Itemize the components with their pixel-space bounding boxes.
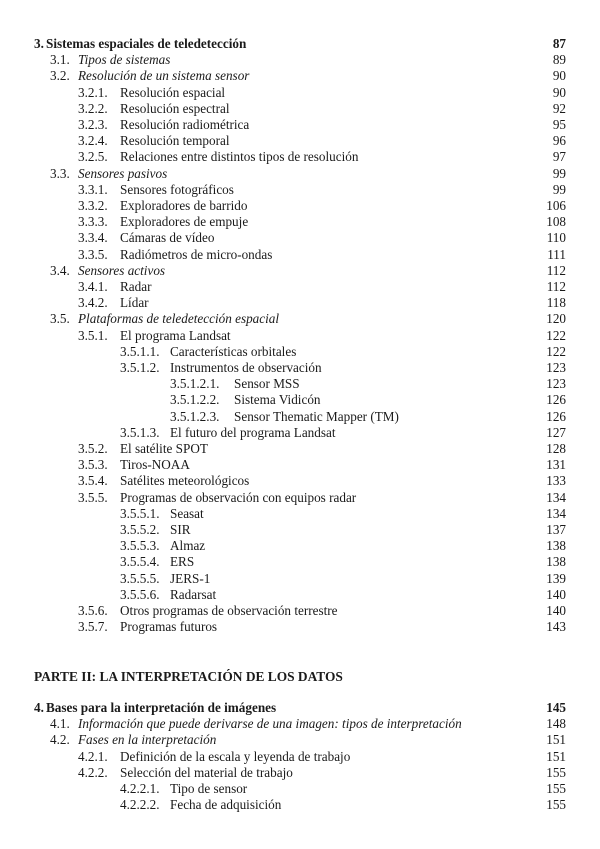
toc-entry-number: 3.4.2.	[78, 295, 108, 311]
toc-entry-number: 4.	[34, 700, 44, 715]
toc-entry-page: 143	[546, 619, 566, 635]
toc-entry-title: Resolución radiométrica	[120, 117, 250, 132]
toc-entry	[0, 376, 600, 392]
toc-entry-number: 3.4.1.	[78, 279, 108, 294]
toc-entry-page: 138	[546, 554, 566, 570]
toc-entry	[0, 263, 600, 279]
toc-entry-page: 155	[546, 781, 566, 796]
toc-entry-number: 4.1.	[50, 716, 70, 732]
toc-entry-number: 3.5.5.1.	[120, 505, 160, 521]
toc-entry	[0, 716, 600, 732]
toc-entry	[0, 52, 600, 68]
toc-entry-title: Sensor MSS	[234, 376, 300, 392]
toc-entry	[0, 101, 600, 117]
toc-entry	[0, 409, 600, 425]
toc-entry-page: 126	[546, 408, 566, 424]
toc-entry-title: El futuro del programa Landsat	[170, 424, 336, 440]
toc-entry-title: Tipo de sensor	[170, 781, 248, 796]
toc-entry-number: 3.2.	[50, 68, 70, 84]
toc-entry-page: 108	[546, 214, 566, 230]
toc-entry-page: 128	[546, 441, 566, 456]
toc-entry-number: 3.5.1.1.	[120, 343, 160, 359]
toc-entry	[0, 295, 600, 311]
toc-entry	[0, 749, 600, 765]
toc-entry	[0, 473, 600, 489]
toc-entry-title: Programas futuros	[120, 619, 218, 635]
toc-entry-page: 139	[546, 570, 566, 586]
toc-entry-title: Sistema Vidicón	[234, 392, 321, 408]
toc-entry-number: 4.2.1.	[78, 748, 108, 764]
toc-entry	[0, 344, 600, 360]
toc-entry-number: 4.2.2.	[78, 764, 108, 780]
toc-entry-title: Tiros-NOAA	[120, 457, 190, 473]
toc-entry-title: Bases para la interpretación de imágenes	[46, 700, 277, 715]
toc-entry-page: 95	[552, 117, 566, 132]
toc-entry-page: 122	[546, 327, 566, 343]
toc-entry-title: Satélites meteorológicos	[120, 473, 250, 489]
toc-entry-page: 87	[552, 36, 566, 51]
toc-entry-title: Sensores fotográficos	[120, 181, 234, 197]
toc-entry-page: 138	[546, 538, 566, 554]
toc-entry-title: JERS-1	[170, 570, 211, 586]
toc-entry-title: Radar	[120, 279, 152, 294]
toc-entry-title: Sensores activos	[78, 262, 166, 278]
toc-entry-page: 134	[546, 505, 566, 521]
toc-entry	[0, 603, 600, 619]
toc-entry-number: 4.2.2.1.	[120, 781, 160, 796]
toc-entry-page: 111	[547, 246, 566, 262]
toc-entry-page: 112	[546, 262, 566, 278]
toc-entry-title: Cámaras de vídeo	[120, 230, 215, 246]
toc-entry-title: ERS	[170, 554, 195, 570]
toc-entry-title: El programa Landsat	[120, 327, 231, 343]
toc-entry-number: 3.5.1.2.	[120, 360, 160, 375]
toc-entry	[0, 133, 600, 149]
toc-entry-title: Sensores pasivos	[78, 165, 168, 181]
toc-entry-page: 155	[546, 797, 566, 813]
toc-entry	[0, 214, 600, 230]
toc-entry-page: 133	[546, 473, 566, 489]
toc-entry-page: 90	[552, 68, 566, 84]
toc-entry-title: Selección del material de trabajo	[120, 764, 293, 780]
toc-entry-number: 4.2.	[50, 732, 70, 748]
toc-entry-number: 3.5.2.	[78, 441, 108, 456]
toc-entry-page: 140	[546, 586, 566, 602]
toc-entry	[0, 732, 600, 748]
toc-entry-number: 3.5.6.	[78, 603, 108, 618]
toc-entry	[0, 85, 600, 101]
toc-entry-number: 3.3.3.	[78, 214, 108, 230]
toc-entry-title: Definición de la escala y leyenda de trabajo	[120, 748, 351, 764]
toc-entry-page: 123	[546, 376, 566, 392]
toc-entry-page: 126	[546, 392, 566, 408]
toc-entry	[0, 490, 600, 506]
toc-entry-title: Sistemas espaciales de teledetección	[46, 36, 247, 51]
toc-entry-number: 3.5.1.2.3.	[170, 408, 220, 424]
toc-entry-number: 3.3.2.	[78, 198, 108, 213]
toc-entry	[0, 587, 600, 603]
toc-entry-page: 148	[546, 716, 566, 732]
toc-entry-page: 145	[546, 700, 566, 715]
toc-entry-title: Radarsat	[170, 586, 217, 602]
toc-entry-title: Lídar	[120, 295, 149, 311]
toc-entry	[0, 425, 600, 441]
toc-entry	[0, 68, 600, 84]
toc-entry-page: 127	[546, 424, 566, 440]
toc-entry-page: 99	[552, 165, 566, 181]
toc-entry	[0, 166, 600, 182]
toc-entry-number: 3.5.7.	[78, 619, 108, 635]
toc-entry-number: 3.3.4.	[78, 230, 108, 246]
toc-entry-title: Exploradores de empuje	[120, 214, 249, 230]
toc-entry	[0, 554, 600, 570]
toc-entry-number: 3.3.5.	[78, 246, 108, 262]
toc-entry-title: Fases en la interpretación	[78, 732, 217, 748]
toc-entry-title: SIR	[170, 522, 191, 537]
toc-entry	[0, 538, 600, 554]
toc-entry-number: 3.5.5.3.	[120, 538, 160, 554]
toc-entry-title: Plataformas de teledetección espacial	[78, 311, 280, 327]
toc-entry	[0, 198, 600, 214]
toc-entry-page: 120	[546, 311, 566, 327]
toc-entry-page: 106	[546, 198, 566, 213]
toc-entry-page: 137	[546, 522, 566, 537]
toc-entry	[0, 522, 600, 538]
toc-entry-title: Instrumentos de observación	[170, 360, 322, 375]
toc-entry-page: 151	[546, 748, 566, 764]
toc-entry-title: Sensor Thematic Mapper (TM)	[234, 408, 399, 424]
toc-entry-number: 3.5.5.	[78, 489, 108, 505]
toc-entry-page: 97	[552, 149, 566, 165]
toc-entry-title: Exploradores de barrido	[120, 198, 248, 213]
toc-entry-page: 131	[546, 457, 566, 473]
toc-entry-page: 123	[546, 360, 566, 375]
toc-entry-number: 3.5.	[50, 311, 70, 327]
toc-entry-title: El satélite SPOT	[120, 441, 208, 456]
toc-entry	[0, 328, 600, 344]
toc-entry	[0, 117, 600, 133]
toc-entry-number: 4.2.2.2.	[120, 797, 160, 813]
toc-entry	[0, 441, 600, 457]
toc-entry-page: 92	[552, 100, 566, 116]
toc-entry-page: 89	[552, 52, 566, 68]
toc-entry	[0, 797, 600, 813]
toc-entry-page: 96	[552, 133, 566, 149]
toc-entry-title: Resolución espectral	[120, 100, 230, 116]
toc-entry	[0, 311, 600, 327]
toc-entry-title: Resolución temporal	[120, 133, 230, 149]
toc-entry-title: Almaz	[170, 538, 206, 554]
toc-entry-page: 151	[546, 732, 566, 748]
toc-entry-number: 3.5.4.	[78, 473, 108, 489]
toc-entry-number: 3.2.2.	[78, 100, 108, 116]
toc-entry	[0, 36, 600, 52]
toc-entry-number: 3.3.1.	[78, 181, 108, 197]
toc-entry	[0, 182, 600, 198]
toc-entry-page: 99	[552, 181, 566, 197]
toc-entry-page: 134	[546, 489, 566, 505]
toc-entry-title: Radiómetros de micro-ondas	[120, 246, 273, 262]
part-heading: PARTE II: LA INTERPRETACIÓN DE LOS DATOS	[34, 669, 343, 684]
toc-entry-page: 110	[546, 230, 566, 246]
toc-entry-number: 3.2.5.	[78, 149, 108, 165]
toc-entry-page: 112	[546, 279, 566, 294]
toc-entry-number: 3.5.3.	[78, 457, 108, 473]
toc-entry-number: 3.4.	[50, 262, 70, 278]
toc-entry-number: 3.2.3.	[78, 117, 108, 132]
toc-entry-number: 3.2.1.	[78, 84, 108, 100]
toc-entry-title: Otros programas de observación terrestre	[120, 603, 338, 618]
toc-entry	[0, 149, 600, 165]
toc-entry-title: Información que puede derivarse de una imagen: tipos de interpretación	[78, 716, 462, 732]
toc-entry	[0, 571, 600, 587]
toc-entry-number: 3.5.5.6.	[120, 586, 160, 602]
toc-entry	[0, 279, 600, 295]
toc-entry-page: 155	[546, 764, 566, 780]
toc-entry-number: 3.2.4.	[78, 133, 108, 149]
toc-entry-title: Resolución de un sistema sensor	[78, 68, 250, 84]
toc-entry-title: Resolución espacial	[120, 84, 226, 100]
toc-entry	[0, 360, 600, 376]
toc-entry-number: 3.5.1.2.1.	[170, 376, 220, 392]
toc-entry-number: 3.5.1.3.	[120, 424, 160, 440]
toc-entry-number: 3.1.	[50, 52, 70, 68]
toc-entry	[0, 700, 600, 716]
toc-entry	[0, 765, 600, 781]
toc-entry-title: Características orbitales	[170, 343, 297, 359]
toc-entry-number: 3.3.	[50, 165, 70, 181]
toc-entry-title: Fecha de adquisición	[170, 797, 282, 813]
toc-entry	[0, 619, 600, 635]
toc-entry-title: Tipos de sistemas	[78, 52, 171, 68]
toc-entry	[0, 230, 600, 246]
toc-entry	[0, 506, 600, 522]
toc-entry-title: Seasat	[170, 505, 204, 521]
toc-entry-number: 3.5.1.2.2.	[170, 392, 220, 408]
toc-entry-page: 90	[552, 84, 566, 100]
toc-entry	[0, 457, 600, 473]
toc-entry-number: 3.	[34, 36, 44, 51]
toc-entry-page: 122	[546, 343, 566, 359]
toc-entry-page: 118	[546, 295, 566, 311]
toc-entry-number: 3.5.5.2.	[120, 522, 160, 537]
toc-entry-number: 3.5.1.	[78, 327, 108, 343]
toc-entry-number: 3.5.5.4.	[120, 554, 160, 570]
toc-entry	[0, 781, 600, 797]
toc-entry-title: Relaciones entre distintos tipos de resolución	[120, 149, 359, 165]
toc-entry-number: 3.5.5.5.	[120, 570, 160, 586]
toc-entry	[0, 392, 600, 408]
toc-entry	[0, 247, 600, 263]
toc-entry-title: Programas de observación con equipos radar	[120, 489, 357, 505]
toc-entry-page: 140	[546, 603, 566, 618]
